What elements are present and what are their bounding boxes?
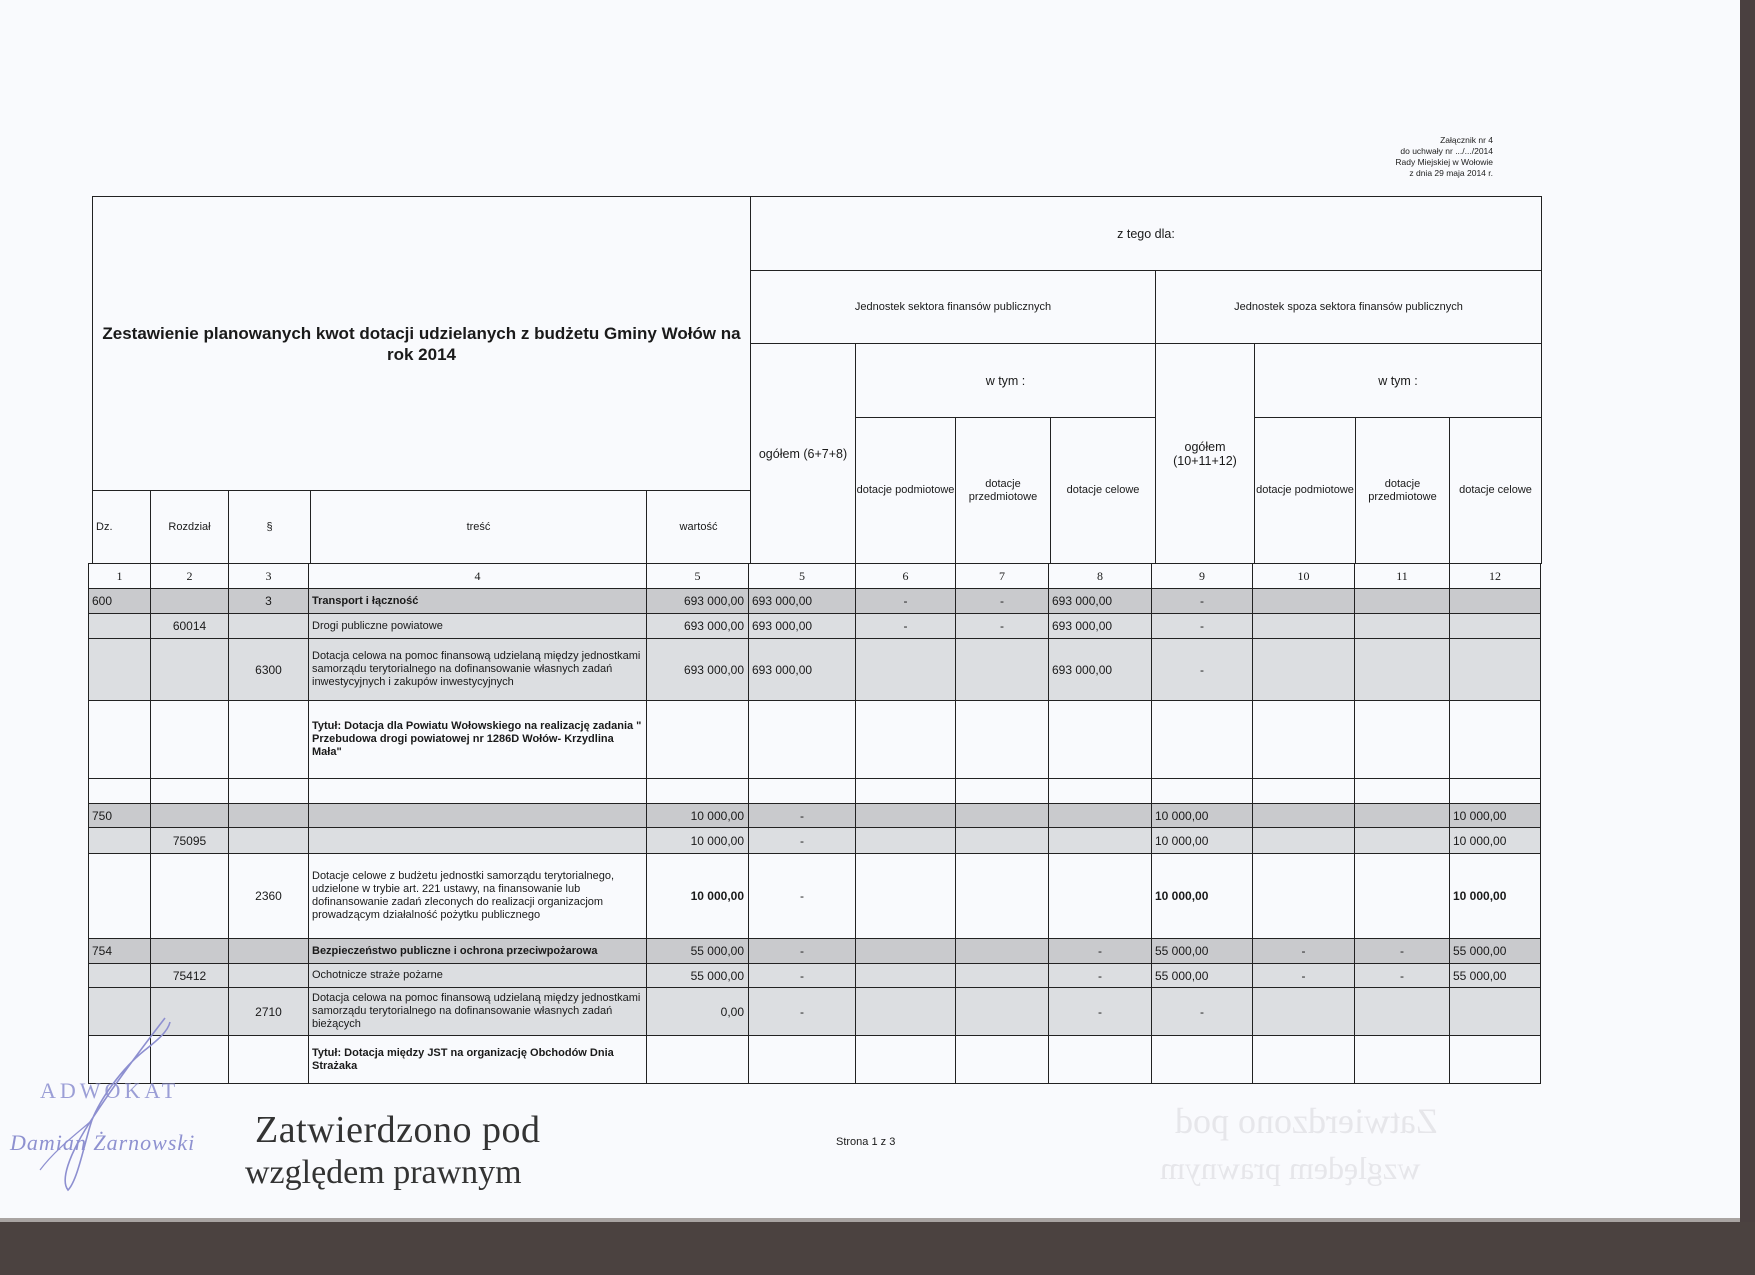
signature-icon bbox=[30, 1010, 180, 1200]
column-number: 9 bbox=[1151, 563, 1253, 589]
table-cell-c6 bbox=[855, 963, 956, 988]
attachment-line: Załącznik nr 4 bbox=[1440, 135, 1493, 145]
table-cell-c9: - bbox=[1151, 613, 1253, 639]
table-cell-c10 bbox=[1252, 827, 1355, 854]
table-cell-rozdzial: 75095 bbox=[150, 827, 229, 854]
table-cell-c8: 693 000,00 bbox=[1048, 638, 1152, 701]
table-cell-c9 bbox=[1151, 700, 1253, 779]
table-cell-c5 bbox=[748, 1035, 856, 1084]
table-cell-c11 bbox=[1354, 613, 1450, 639]
header-wartosc: wartość bbox=[646, 490, 751, 564]
table-cell-spacer bbox=[88, 778, 151, 804]
table-cell-wartosc: 10 000,00 bbox=[646, 827, 749, 854]
table-cell-c7: - bbox=[955, 613, 1049, 639]
table-cell-c5: 693 000,00 bbox=[748, 613, 856, 639]
table-cell-c6 bbox=[855, 1035, 956, 1084]
table-cell-tresc: Tytuł: Dotacja dla Powiatu Wołowskiego na realizację zadania " Przebudowa drogi powiatowej nr 1286D Wołów- Krzydlina Mała" bbox=[308, 700, 647, 779]
table-cell-rozdzial bbox=[150, 803, 229, 828]
table-cell-c9: - bbox=[1151, 987, 1253, 1036]
header-jsfp: Jednostek sektora finansów publicznych bbox=[750, 270, 1156, 344]
table-cell-dz bbox=[88, 613, 151, 639]
table-cell-c7 bbox=[955, 700, 1049, 779]
table-cell-c11 bbox=[1354, 638, 1450, 701]
table-cell-par bbox=[228, 827, 309, 854]
table-cell-wartosc: 693 000,00 bbox=[646, 638, 749, 701]
table-cell-c6: - bbox=[855, 613, 956, 639]
header-w-tym-2: w tym : bbox=[1254, 343, 1542, 418]
table-cell-dz: 754 bbox=[88, 938, 151, 964]
table-cell-c11: - bbox=[1354, 963, 1450, 988]
table-cell-c5: - bbox=[748, 963, 856, 988]
table-cell-c9: 10 000,00 bbox=[1151, 827, 1253, 854]
column-number: 1 bbox=[88, 563, 151, 589]
table-cell-c5: 693 000,00 bbox=[748, 638, 856, 701]
table-cell-c9: - bbox=[1151, 588, 1253, 614]
column-number: 12 bbox=[1449, 563, 1541, 589]
table-cell-c5: - bbox=[748, 803, 856, 828]
attachment-line: do uchwały nr .../.../2014 bbox=[1400, 146, 1493, 156]
attachment-line: Rady Miejskiej w Wołowie bbox=[1395, 157, 1493, 167]
header-z-tego-dla: z tego dla: bbox=[750, 196, 1542, 271]
table-cell-c6 bbox=[855, 853, 956, 939]
table-title: Zestawienie planowanych kwot dotacji udzielanych z budżetu Gminy Wołów na rok 2014 bbox=[92, 196, 751, 491]
table-cell-c10 bbox=[1252, 613, 1355, 639]
column-number: 4 bbox=[308, 563, 647, 589]
table-cell-c12: 10 000,00 bbox=[1449, 803, 1541, 828]
table-cell-c7 bbox=[955, 853, 1049, 939]
table-cell-c12 bbox=[1449, 700, 1541, 779]
table-cell-par bbox=[228, 613, 309, 639]
table-cell-c9: 10 000,00 bbox=[1151, 803, 1253, 828]
table-cell-tresc: Drogi publiczne powiatowe bbox=[308, 613, 647, 639]
table-cell-c11 bbox=[1354, 588, 1450, 614]
header-subcolumn: dotacje celowe bbox=[1449, 417, 1542, 564]
stamp-name: Damian Żarnowski bbox=[10, 1130, 196, 1155]
table-cell-c11 bbox=[1354, 987, 1450, 1036]
table-cell-c10: - bbox=[1252, 963, 1355, 988]
header-rozdzial: Rozdział bbox=[150, 490, 229, 564]
column-number: 2 bbox=[150, 563, 229, 589]
table-cell-rozdzial bbox=[150, 638, 229, 701]
table-cell-c8: 693 000,00 bbox=[1048, 613, 1152, 639]
table-cell-c7 bbox=[955, 827, 1049, 854]
table-cell-spacer bbox=[1449, 778, 1541, 804]
table-cell-c11 bbox=[1354, 700, 1450, 779]
table-cell-wartosc: 693 000,00 bbox=[646, 588, 749, 614]
table-cell-c7 bbox=[955, 963, 1049, 988]
table-cell-c12: 55 000,00 bbox=[1449, 938, 1541, 964]
column-number: 3 bbox=[228, 563, 309, 589]
table-cell-c8 bbox=[1048, 827, 1152, 854]
table-cell-c6 bbox=[855, 803, 956, 828]
page-number: Strona 1 z 3 bbox=[836, 1136, 896, 1148]
header-jspoza: Jednostek spoza sektora finansów publicznych bbox=[1155, 270, 1542, 344]
table-cell-spacer bbox=[1048, 778, 1152, 804]
table-cell-c8: - bbox=[1048, 987, 1152, 1036]
header-ogolem-1: ogółem (6+7+8) bbox=[750, 343, 856, 564]
table-cell-c7 bbox=[955, 638, 1049, 701]
table-cell-spacer bbox=[748, 778, 856, 804]
table-cell-tresc: Dotacja celowa na pomoc finansową udzielaną między jednostkami samorządu terytorialnego na dofinansowanie własnych zadań bieżących bbox=[308, 987, 647, 1036]
header-dz: Dz. bbox=[92, 490, 151, 564]
column-number: 10 bbox=[1252, 563, 1355, 589]
table-cell-c11 bbox=[1354, 803, 1450, 828]
table-cell-wartosc bbox=[646, 700, 749, 779]
table-cell-wartosc: 693 000,00 bbox=[646, 613, 749, 639]
table-cell-tresc: Ochotnicze straże pożarne bbox=[308, 963, 647, 988]
table-cell-c9: 55 000,00 bbox=[1151, 938, 1253, 964]
table-cell-tresc: Dotacja celowa na pomoc finansową udzielaną między jednostkami samorządu terytorialnego na dofinansowanie własnych zadań inwestycyjnych i zakupów inwestycyjnych bbox=[308, 638, 647, 701]
table-cell-c8 bbox=[1048, 1035, 1152, 1084]
table-cell-dz bbox=[88, 853, 151, 939]
table-cell-wartosc bbox=[646, 1035, 749, 1084]
table-cell-spacer bbox=[150, 778, 229, 804]
table-cell-rozdzial bbox=[150, 588, 229, 614]
table-cell-c5: - bbox=[748, 938, 856, 964]
table-cell-c10 bbox=[1252, 1035, 1355, 1084]
table-cell-c12: 55 000,00 bbox=[1449, 963, 1541, 988]
column-number: 7 bbox=[955, 563, 1049, 589]
table-cell-dz bbox=[88, 638, 151, 701]
table-cell-par: 6300 bbox=[228, 638, 309, 701]
table-cell-c11: - bbox=[1354, 938, 1450, 964]
table-cell-spacer bbox=[955, 778, 1049, 804]
header-tresc: treść bbox=[310, 490, 647, 564]
bleed-through-text: względem prawnym bbox=[1160, 1150, 1421, 1186]
table-cell-rozdzial bbox=[150, 853, 229, 939]
table-cell-spacer bbox=[1354, 778, 1450, 804]
table-cell-par: 2360 bbox=[228, 853, 309, 939]
table-cell-rozdzial bbox=[150, 938, 229, 964]
header-paragraph: § bbox=[228, 490, 311, 564]
table-cell-wartosc: 55 000,00 bbox=[646, 963, 749, 988]
table-cell-tresc: Transport i łączność bbox=[308, 588, 647, 614]
table-cell-c7 bbox=[955, 938, 1049, 964]
table-cell-rozdzial: 60014 bbox=[150, 613, 229, 639]
header-ogolem-2: ogółem (10+11+12) bbox=[1155, 343, 1255, 564]
table-cell-c5: 693 000,00 bbox=[748, 588, 856, 614]
table-cell-c6 bbox=[855, 638, 956, 701]
table-cell-c11 bbox=[1354, 853, 1450, 939]
table-cell-c11 bbox=[1354, 1035, 1450, 1084]
table-cell-c9: 55 000,00 bbox=[1151, 963, 1253, 988]
column-number: 5 bbox=[748, 563, 856, 589]
header-w-tym-1: w tym : bbox=[855, 343, 1156, 418]
header-subcolumn: dotacje podmiotowe bbox=[855, 417, 956, 564]
attachment-line: z dnia 29 maja 2014 r. bbox=[1409, 168, 1493, 178]
table-cell-c6 bbox=[855, 700, 956, 779]
table-cell-c9: - bbox=[1151, 638, 1253, 701]
table-cell-c5: - bbox=[748, 853, 856, 939]
table-cell-c6 bbox=[855, 938, 956, 964]
table-cell-c12: 10 000,00 bbox=[1449, 827, 1541, 854]
column-number: 6 bbox=[855, 563, 956, 589]
table-cell-c6 bbox=[855, 827, 956, 854]
column-number: 11 bbox=[1354, 563, 1450, 589]
table-cell-c8: - bbox=[1048, 963, 1152, 988]
table-cell-c10 bbox=[1252, 700, 1355, 779]
table-cell-c12 bbox=[1449, 588, 1541, 614]
table-cell-c10 bbox=[1252, 987, 1355, 1036]
table-cell-c5 bbox=[748, 700, 856, 779]
table-cell-spacer bbox=[228, 778, 309, 804]
table-cell-c12 bbox=[1449, 613, 1541, 639]
table-cell-c10: - bbox=[1252, 938, 1355, 964]
table-cell-c7 bbox=[955, 803, 1049, 828]
table-cell-tresc bbox=[308, 827, 647, 854]
table-cell-c12 bbox=[1449, 1035, 1541, 1084]
stamp-approved-line1: Zatwierdzono pod bbox=[255, 1109, 541, 1151]
table-cell-dz bbox=[88, 827, 151, 854]
table-cell-c6: - bbox=[855, 588, 956, 614]
table-cell-wartosc: 55 000,00 bbox=[646, 938, 749, 964]
table-cell-c7 bbox=[955, 1035, 1049, 1084]
table-cell-c9 bbox=[1151, 1035, 1253, 1084]
table-cell-c10 bbox=[1252, 588, 1355, 614]
table-cell-par bbox=[228, 963, 309, 988]
table-cell-c9: 10 000,00 bbox=[1151, 853, 1253, 939]
table-cell-rozdzial bbox=[150, 700, 229, 779]
table-cell-c11 bbox=[1354, 827, 1450, 854]
table-cell-c8: 693 000,00 bbox=[1048, 588, 1152, 614]
table-cell-tresc: Dotacje celowe z budżetu jednostki samorządu terytorialnego, udzielone w trybie art. 221 ustawy, na finansowanie lub dofinansowanie zadań zleconych do realizacji organizacjom prowadzącym działalność pożytku publicznego bbox=[308, 853, 647, 939]
table-cell-tresc bbox=[308, 803, 647, 828]
table-cell-c6 bbox=[855, 987, 956, 1036]
header-subcolumn: dotacje przedmiotowe bbox=[955, 417, 1051, 564]
table-cell-dz: 750 bbox=[88, 803, 151, 828]
table-cell-dz bbox=[88, 700, 151, 779]
header-subcolumn: dotacje podmiotowe bbox=[1254, 417, 1356, 564]
attachment-note bbox=[1395, 135, 1493, 179]
table-cell-c12: 10 000,00 bbox=[1449, 853, 1541, 939]
table-cell-c8 bbox=[1048, 803, 1152, 828]
header-subcolumn: dotacje przedmiotowe bbox=[1355, 417, 1450, 564]
table-cell-par: 3 bbox=[228, 588, 309, 614]
table-cell-spacer bbox=[1252, 778, 1355, 804]
table-cell-spacer bbox=[646, 778, 749, 804]
table-cell-c8 bbox=[1048, 853, 1152, 939]
column-number: 8 bbox=[1048, 563, 1152, 589]
header-subcolumn: dotacje celowe bbox=[1050, 417, 1156, 564]
table-cell-c5: - bbox=[748, 827, 856, 854]
table-cell-par bbox=[228, 1035, 309, 1084]
table-cell-spacer bbox=[308, 778, 647, 804]
table-cell-par bbox=[228, 803, 309, 828]
table-cell-wartosc: 0,00 bbox=[646, 987, 749, 1036]
table-cell-wartosc: 10 000,00 bbox=[646, 803, 749, 828]
table-cell-c12 bbox=[1449, 638, 1541, 701]
table-cell-rozdzial: 75412 bbox=[150, 963, 229, 988]
table-cell-c10 bbox=[1252, 803, 1355, 828]
table-cell-c8: - bbox=[1048, 938, 1152, 964]
table-cell-c7 bbox=[955, 987, 1049, 1036]
column-number: 5 bbox=[646, 563, 749, 589]
scan-border-bottom bbox=[0, 1222, 1755, 1275]
table-cell-wartosc: 10 000,00 bbox=[646, 853, 749, 939]
table-cell-c8 bbox=[1048, 700, 1152, 779]
table-cell-spacer bbox=[855, 778, 956, 804]
table-cell-par bbox=[228, 938, 309, 964]
table-cell-dz: 600 bbox=[88, 588, 151, 614]
table-cell-c5: - bbox=[748, 987, 856, 1036]
stamp-adwokat: ADWOKAT bbox=[40, 1078, 180, 1103]
scan-border-right bbox=[1740, 0, 1755, 1275]
table-cell-par: 2710 bbox=[228, 987, 309, 1036]
bleed-through-text: Zatwierdzono pod bbox=[1175, 1101, 1438, 1141]
table-cell-par bbox=[228, 700, 309, 779]
table-cell-dz bbox=[88, 963, 151, 988]
table-cell-c12 bbox=[1449, 987, 1541, 1036]
table-cell-spacer bbox=[1151, 778, 1253, 804]
table-cell-c10 bbox=[1252, 638, 1355, 701]
table-cell-c10 bbox=[1252, 853, 1355, 939]
stamp-approved-line2: względem prawnym bbox=[245, 1154, 522, 1191]
table-cell-tresc: Bezpieczeństwo publiczne i ochrona przeciwpożarowa bbox=[308, 938, 647, 964]
table-cell-tresc: Tytuł: Dotacja między JST na organizację Obchodów Dnia Strażaka bbox=[308, 1035, 647, 1084]
table-cell-c7: - bbox=[955, 588, 1049, 614]
